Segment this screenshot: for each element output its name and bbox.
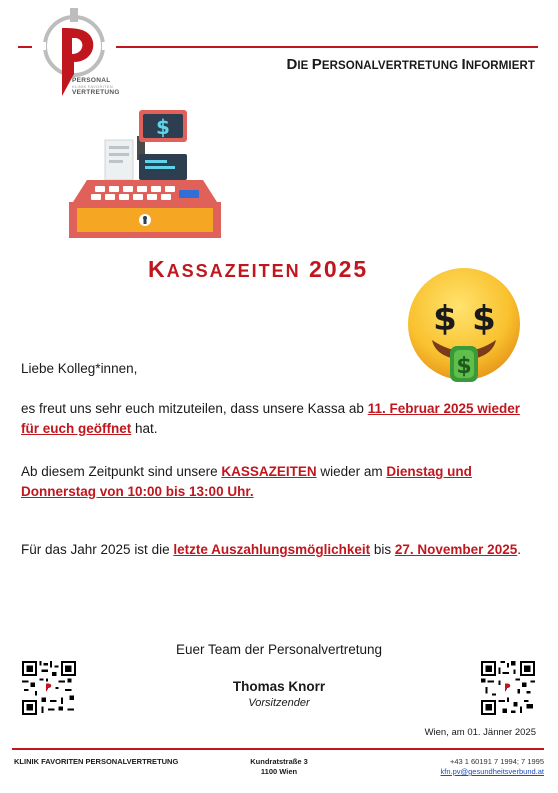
title-rest: ASSAZEITEN — [166, 261, 301, 281]
logo-line-1: PERSONAL — [72, 77, 111, 84]
svg-text:$: $ — [456, 354, 472, 379]
footer-address — [220, 757, 338, 777]
title-year: 2025 — [309, 256, 369, 282]
footer-rule — [12, 748, 544, 750]
logo-line-3: VERTRETUNG — [72, 89, 120, 96]
greeting: Liebe Kolleg*innen, — [21, 361, 138, 376]
svg-text:$: $ — [433, 299, 457, 339]
logo-line-2: KLINIK FAVORITEN — [72, 84, 113, 89]
p3-text-mid: bis — [370, 542, 395, 557]
p3-highlight-payout: letzte Auszahlungsmöglichkeit — [173, 542, 371, 557]
qr-code-left[interactable] — [22, 661, 76, 715]
p3-text-end: . — [517, 542, 521, 557]
logo-text — [72, 77, 132, 96]
header-title-part: P — [311, 56, 322, 73]
header-title-part: D — [286, 56, 298, 73]
header-title-part: I — [461, 56, 466, 73]
paragraph-opening — [21, 399, 541, 438]
svg-text:$: $ — [472, 299, 496, 339]
p2-highlight-days: Dienstag und Donnerstag von 10:00 bis 13:00 Uhr. — [21, 464, 472, 499]
header-title — [160, 56, 535, 73]
svg-text:$: $ — [156, 115, 170, 139]
paragraph-hours — [21, 462, 541, 501]
team-signoff: Euer Team der Personalvertretung — [175, 642, 383, 657]
footer-org: KLINIK FAVORITEN PERSONALVERTRETUNG — [14, 757, 179, 766]
header-title-part: ERSONALVERTRETUNG — [321, 60, 462, 72]
p2-text: Ab diesem Zeitpunkt sind unsere — [21, 464, 222, 479]
p1-highlight: 11. Februar 2025 wieder für euch geöffnet — [21, 401, 521, 436]
p2-highlight-kassazeiten: KASSAZEITEN — [221, 464, 317, 479]
signer-role: Vorsitzender — [248, 697, 310, 709]
p1-text: es freut uns sehr euch mitzuteilen, dass unsere Kassa ab — [21, 401, 368, 416]
p3-text: Für das Jahr 2025 ist die — [21, 542, 174, 557]
document-date: Wien, am 01. Jänner 2025 — [424, 727, 536, 738]
paragraph-last-payout — [21, 540, 541, 560]
signer-name: Thomas Knorr — [232, 679, 326, 694]
title-initial: K — [148, 256, 167, 282]
header-title-part: IE — [297, 60, 312, 72]
footer-city: 1100 Wien — [260, 767, 298, 776]
header-title-part: NFORMIERT — [465, 60, 535, 72]
p3-highlight-date: 27. November 2025 — [394, 542, 518, 557]
footer-contact — [360, 757, 544, 777]
page-title — [148, 256, 418, 283]
footer-street: Kundratstraße 3 — [250, 757, 308, 766]
cash-register-icon — [65, 110, 225, 240]
p2-text-mid: wieder am — [316, 464, 387, 479]
qr-code-right[interactable] — [481, 661, 535, 715]
footer-email-link[interactable]: kfn.pv@gesundheitsverbund.at — [440, 767, 544, 776]
p1-text-end: hat. — [131, 420, 158, 436]
footer-phone: +43 1 60191 7 1994; 7 1995 — [449, 757, 544, 766]
